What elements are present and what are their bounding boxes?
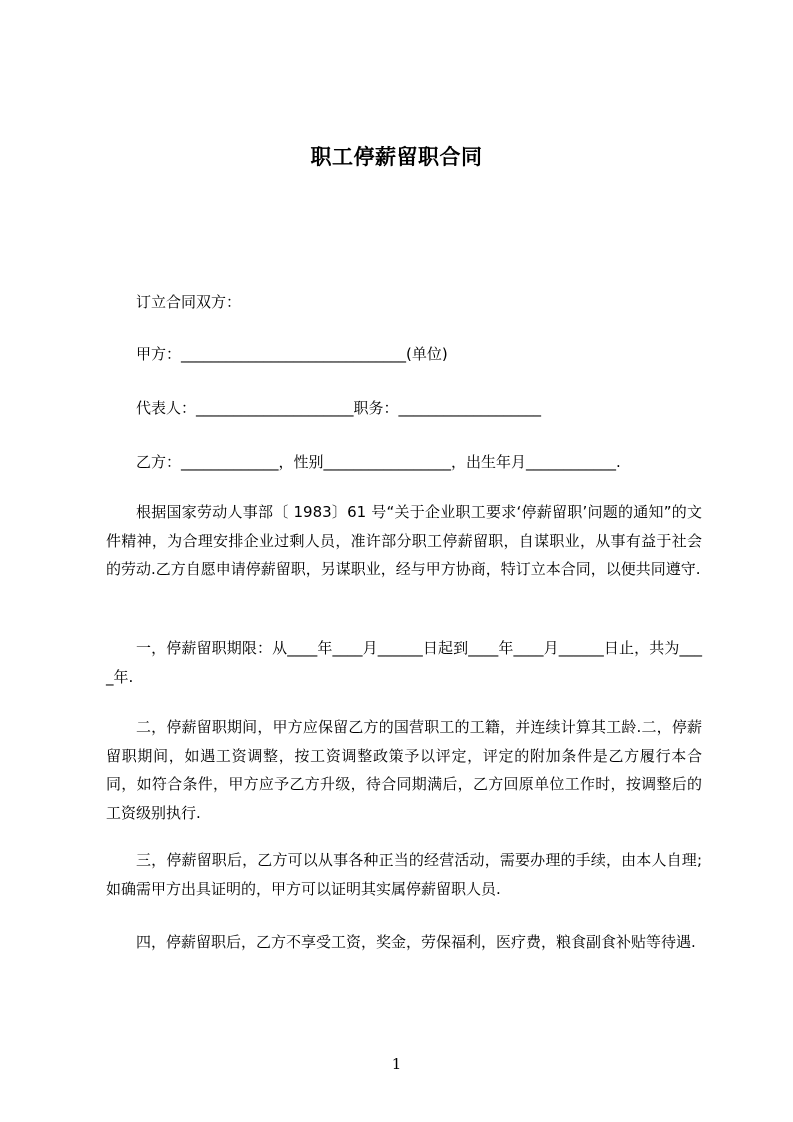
party-b-line: 乙方：_____________，性别_________________，出生年月____________. — [136, 453, 621, 471]
party-a-line: 甲方：______________________________(单位) — [136, 345, 448, 363]
paragraph-preamble: 根据国家劳动人事部〔 1983〕61 号“关于企业职工要求‘停薪留职’问题的通知”的文件精神，为合理安排企业过剩人员，准许部分职工停薪留职，自谋职业，从事有益于社会的劳动.乙方自愿申请停薪留职，另谋职业，经与甲方协商，特订立本合同，以便共同遵守. — [106, 503, 702, 578]
page-number: 1 — [391, 1055, 402, 1073]
paragraph-clause-4: 四，停薪留职后，乙方不享受工资，奖金，劳保福利，医疗费，粮食副食补贴等待遇. — [136, 933, 696, 951]
representative-line: 代表人：_____________________职务：___________________ — [136, 399, 542, 417]
paragraph-clause-3: 三，停薪留职后，乙方可以从事各种正当的经营活动，需要办理的手续，由本人自理;如确需甲方出具证明的，甲方可以证明其实属停薪留职人员. — [106, 851, 702, 898]
paragraph-clause-1: 一，停薪留职期限：从____年____月______日起到____年____月______日止，共为____年. — [106, 639, 702, 686]
document-title: 职工停薪留职合同 — [310, 145, 483, 169]
parties-heading: 订立合同双方： — [136, 293, 242, 311]
paragraph-clause-2: 二，停薪留职期间，甲方应保留乙方的国营职工的工籍，并连续计算其工龄.二，停薪留职期间，如遇工资调整，按工资调整政策予以评定，评定的附加条件是乙方履行本合同，如符合条件，甲方应予乙方升级，待合同期满后，乙方回原单位工作时，按调整后的工资级别执行. — [106, 718, 702, 822]
